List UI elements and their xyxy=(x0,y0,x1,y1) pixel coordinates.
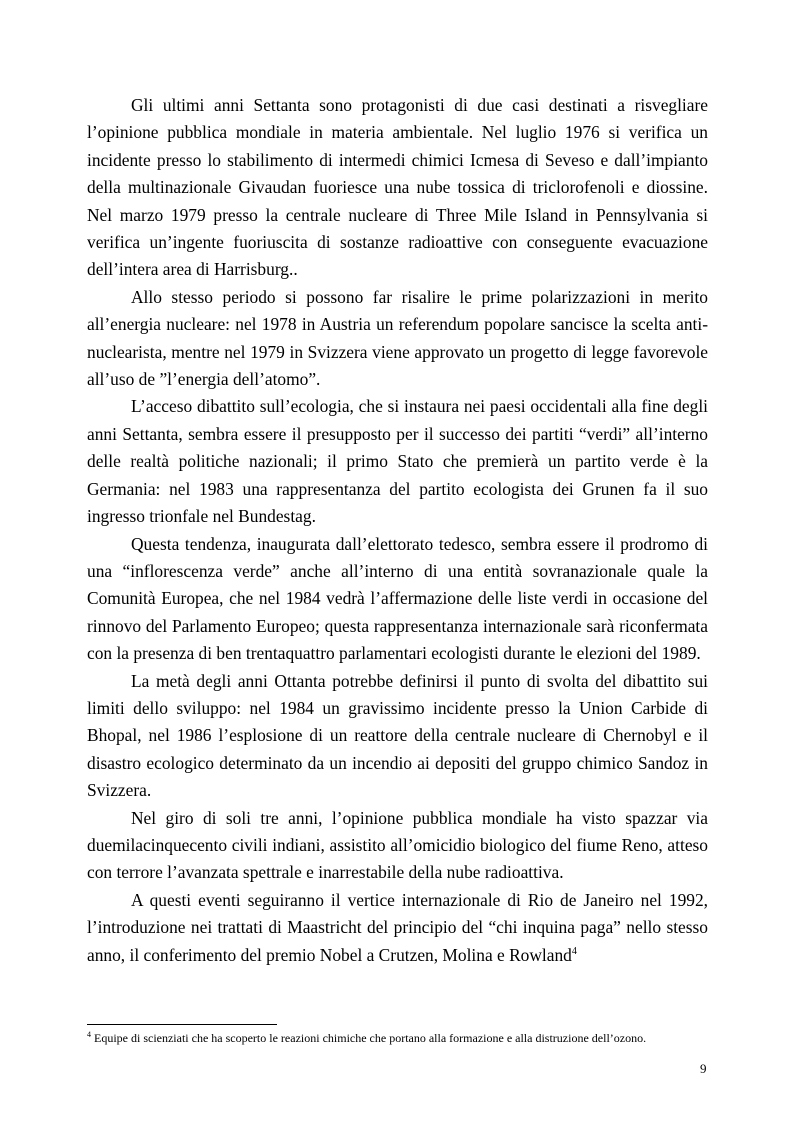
footnote-reference[interactable]: 4 xyxy=(571,945,577,957)
paragraph-2: Allo stesso periodo si possono far risalire le prime polarizzazioni in merito all’energia nucleare: nel 1978 in Austria un referendum popolare sancisce la scelta anti-nuclearista, mentre nel 1979 in Svizzera viene approvato un progetto di legge favorevole all’uso de ”l’energia dell’atomo”. xyxy=(87,286,708,390)
paragraph-1: Gli ultimi anni Settanta sono protagonisti di due casi destinati a risvegliare l’opinione pubblica mondiale in materia ambientale. Nel luglio 1976 si verifica un incidente presso lo stabilimento di intermedi chimici Icmesa di Seveso e dall’impianto della multinazionale Givaudan fuoriesce una nube tossica di triclorofenoli e diossine. Nel marzo 1979 presso la centrale nucleare di Three Mile Island in Pennsylvania si verifica un’ingente fuoriuscita di sostanze radioattive con conseguente evacuazione dell’intera area di Harrisburg.. xyxy=(87,95,708,280)
footnote-marker: 4 xyxy=(87,1030,91,1039)
footnote xyxy=(87,1030,717,1046)
paragraph-7 xyxy=(87,887,708,969)
paragraph-3: L’acceso dibattito sull’ecologia, che si instaura nei paesi occidentali alla fine degli anni Settanta, sembra essere il presupposto per il successo dei partiti “verdi” all’interno delle realtà politiche nazionali; il primo Stato che premierà un partito verde è la Germania: nel 1983 una rappresentanza del partito ecologista dei Grunen fa il suo ingresso trionfale nel Bundestag. xyxy=(87,396,708,527)
paragraph-4: Questa tendenza, inaugurata dall’elettorato tedesco, sembra essere il prodromo di una “inflorescenza verde” anche all’interno di una entità sovranazionale quale la Comunità Europea, che nel 1984 vedrà l’affermazione delle liste verdi in occasione del rinnovo del Parlamento Europeo; questa rappresentanza internazionale sarà riconfermata con la presenza di ben trentaquattro parlamentari ecologisti durante le elezioni del 1989. xyxy=(87,533,708,664)
footnote-text: Equipe di scienziati che ha scoperto le reazioni chimiche che portano alla formazione e alla distruzione dell’ozono. xyxy=(91,1031,647,1045)
footnote-separator xyxy=(87,1024,277,1025)
body-text xyxy=(87,92,708,969)
page-number: 9 xyxy=(700,1061,707,1076)
paragraph-7-text: A questi eventi seguiranno il vertice internazionale di Rio de Janeiro nel 1992, l’introduzione nei trattati di Maastricht del principio del “chi inquina paga” nello stesso anno, il conferimento del premio Nobel a Crutzen, Molina e Rowland xyxy=(87,889,708,965)
paragraph-6: Nel giro di soli tre anni, l’opinione pubblica mondiale ha visto spazzar via duemilacinquecento civili indiani, assistito all’omicidio biologico del fiume Reno, atteso con terrore l’avanzata spettrale e inarrestabile della nube radioattiva. xyxy=(87,807,708,883)
paragraph-5: La metà degli anni Ottanta potrebbe definirsi il punto di svolta del dibattito sui limiti dello sviluppo: nel 1984 un gravissimo incidente presso la Union Carbide di Bhopal, nel 1986 l’esplosione di un reattore della centrale nucleare di Chernobyl e il disastro ecologico determinato da un incendio ai depositi del gruppo chimico Sandoz in Svizzera. xyxy=(87,670,708,801)
